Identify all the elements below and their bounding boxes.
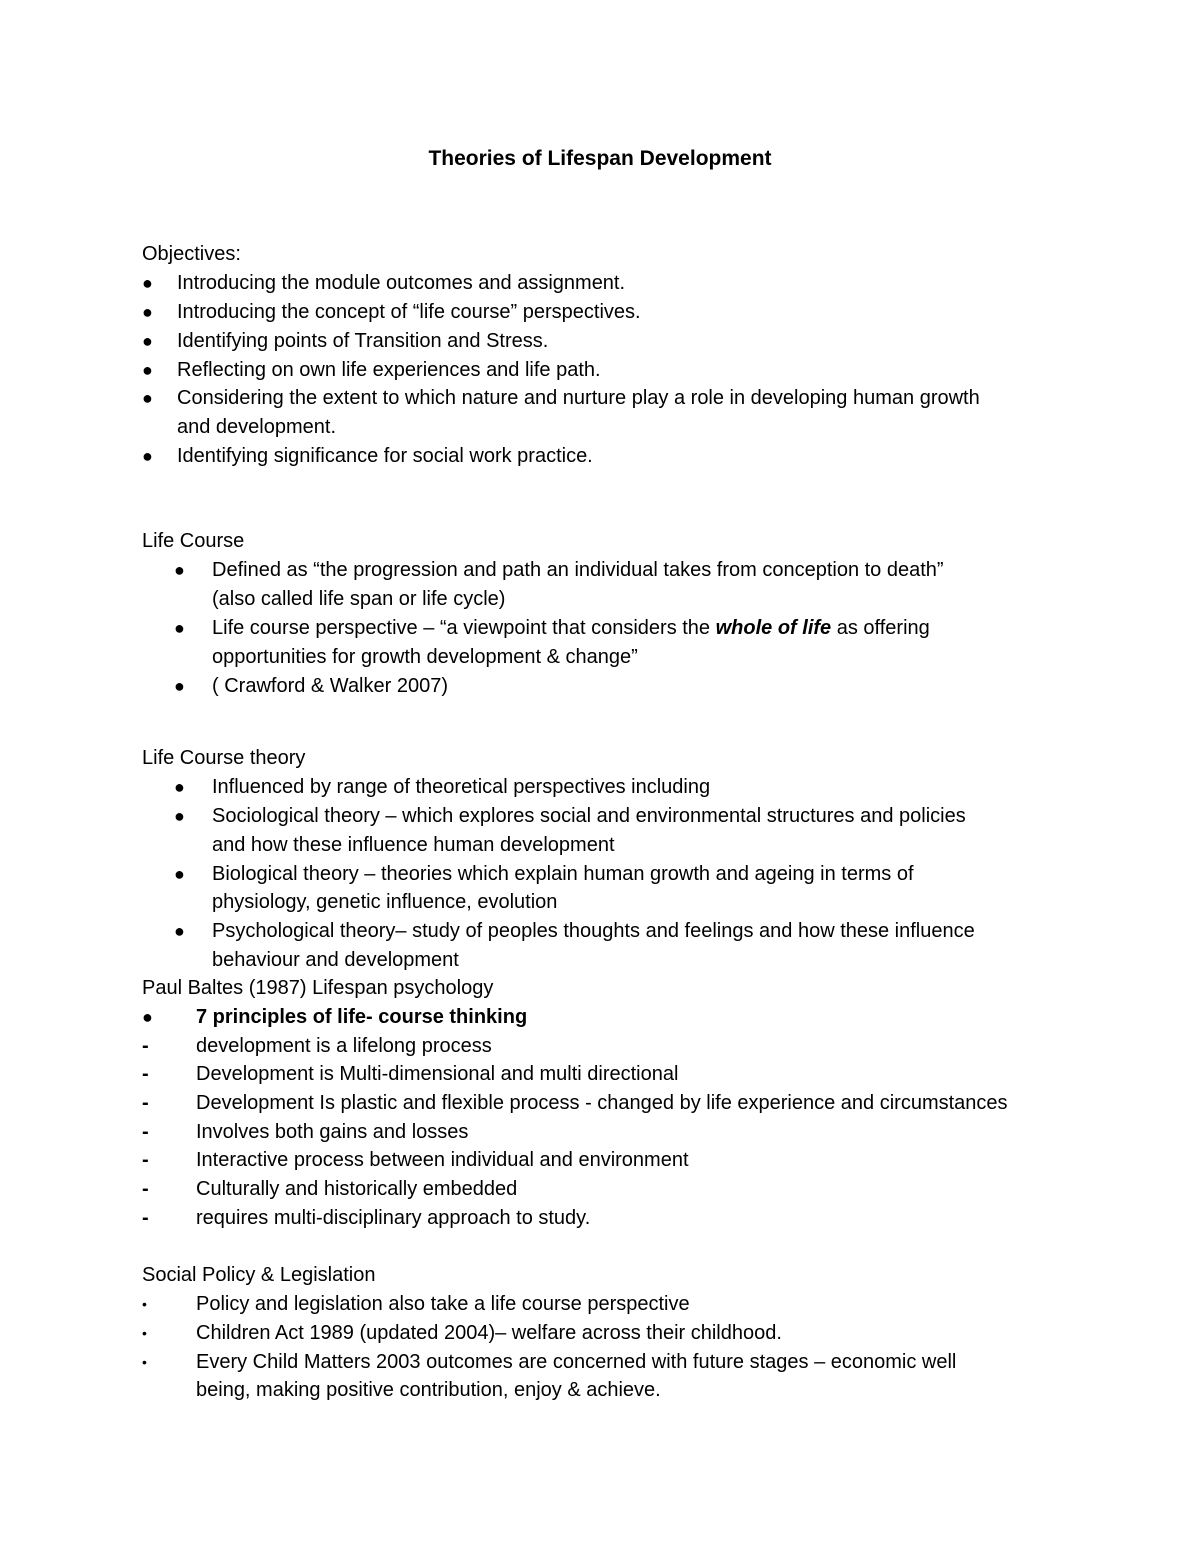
dash-icon: - <box>142 1035 149 1057</box>
bullet-icon: ● <box>142 302 153 322</box>
principle-item: development is a lifelong process <box>196 1035 492 1057</box>
principle-item: Involves both gains and losses <box>196 1121 469 1143</box>
theory-item-continuation: physiology, genetic influence, evolution <box>212 891 558 913</box>
bullet-icon: ● <box>142 331 153 351</box>
life-course-item: Defined as “the progression and path an individual takes from conception to death” <box>212 559 944 581</box>
bullet-icon: ● <box>174 560 185 580</box>
document-title: Theories of Lifespan Development <box>428 147 772 170</box>
bullet-icon: ● <box>174 618 185 638</box>
objective-item: Identifying significance for social work practice. <box>177 445 593 467</box>
dash-icon: - <box>142 1207 149 1229</box>
objective-item: Considering the extent to which nature and nurture play a role in developing human growth <box>177 387 980 409</box>
principles-item: 7 principles of life- course thinking <box>196 1006 528 1028</box>
bullet-icon: ● <box>142 273 153 293</box>
life-course-item-continuation: opportunities for growth development & change” <box>212 646 638 668</box>
principle-item: Interactive process between individual and environment <box>196 1149 689 1171</box>
life-course-heading: Life Course <box>142 530 245 552</box>
citation-item: ( Crawford & Walker 2007) <box>212 675 448 697</box>
objective-item: Introducing the module outcomes and assignment. <box>177 272 626 294</box>
life-course-item-continuation: (also called life span or life cycle) <box>212 588 506 610</box>
policy-item: Policy and legislation also take a life course perspective <box>196 1293 690 1315</box>
bullet-icon: • <box>142 1325 147 1341</box>
objective-item: Introducing the concept of “life course” perspectives. <box>177 301 641 323</box>
dash-icon: - <box>142 1092 149 1114</box>
theory-item: Psychological theory– study of peoples thoughts and feelings and how these influence <box>212 920 975 942</box>
principle-item: Culturally and historically embedded <box>196 1178 518 1200</box>
bullet-icon: ● <box>174 777 185 797</box>
principle-item: requires multi-disciplinary approach to study. <box>196 1207 591 1229</box>
objective-item-continuation: and development. <box>177 416 337 438</box>
principle-item: Development is Multi-dimensional and multi directional <box>196 1063 679 1085</box>
dash-icon: - <box>142 1121 149 1143</box>
bullet-icon: ● <box>174 806 185 826</box>
bullet-icon: ● <box>142 360 153 380</box>
life-course-item <box>212 614 930 643</box>
theory-item: Biological theory – theories which explain human growth and ageing in terms of <box>212 863 914 885</box>
bullet-icon: ● <box>174 921 185 941</box>
bullet-icon: ● <box>142 446 153 466</box>
policy-item: Every Child Matters 2003 outcomes are concerned with future stages – economic well <box>196 1351 957 1373</box>
objectives-heading: Objectives: <box>142 243 241 265</box>
bullet-icon: ● <box>174 864 185 884</box>
objective-item: Identifying points of Transition and Stress. <box>177 330 549 352</box>
bullet-icon: • <box>142 1296 147 1312</box>
dash-icon: - <box>142 1149 149 1171</box>
baltes-heading: Paul Baltes (1987) Lifespan psychology <box>142 977 494 999</box>
bullet-icon: • <box>142 1354 147 1370</box>
life-course-theory-heading: Life Course theory <box>142 747 306 769</box>
theory-item: Influenced by range of theoretical perspectives including <box>212 776 711 798</box>
theory-item: Sociological theory – which explores social and environmental structures and policies <box>212 805 966 827</box>
theory-item-continuation: and how these influence human development <box>212 834 615 856</box>
dash-icon: - <box>142 1063 149 1085</box>
emphasis-text: whole of life <box>715 617 832 639</box>
social-policy-heading: Social Policy & Legislation <box>142 1264 376 1286</box>
theory-item-continuation: behaviour and development <box>212 949 459 971</box>
policy-item: Children Act 1989 (updated 2004)– welfare across their childhood. <box>196 1322 782 1344</box>
life-course-perspective-text-end: as offering <box>831 617 930 639</box>
bullet-icon: ● <box>142 388 153 408</box>
objective-item: Reflecting on own life experiences and life path. <box>177 359 601 381</box>
life-course-perspective-text: Life course perspective – “a viewpoint that considers the <box>212 617 716 639</box>
principle-item: Development Is plastic and flexible process - changed by life experience and circumstances <box>196 1092 1008 1114</box>
policy-item-continuation: being, making positive contribution, enjoy & achieve. <box>196 1379 661 1401</box>
bullet-icon: ● <box>174 676 185 696</box>
bullet-icon: ● <box>142 1007 153 1027</box>
dash-icon: - <box>142 1178 149 1200</box>
